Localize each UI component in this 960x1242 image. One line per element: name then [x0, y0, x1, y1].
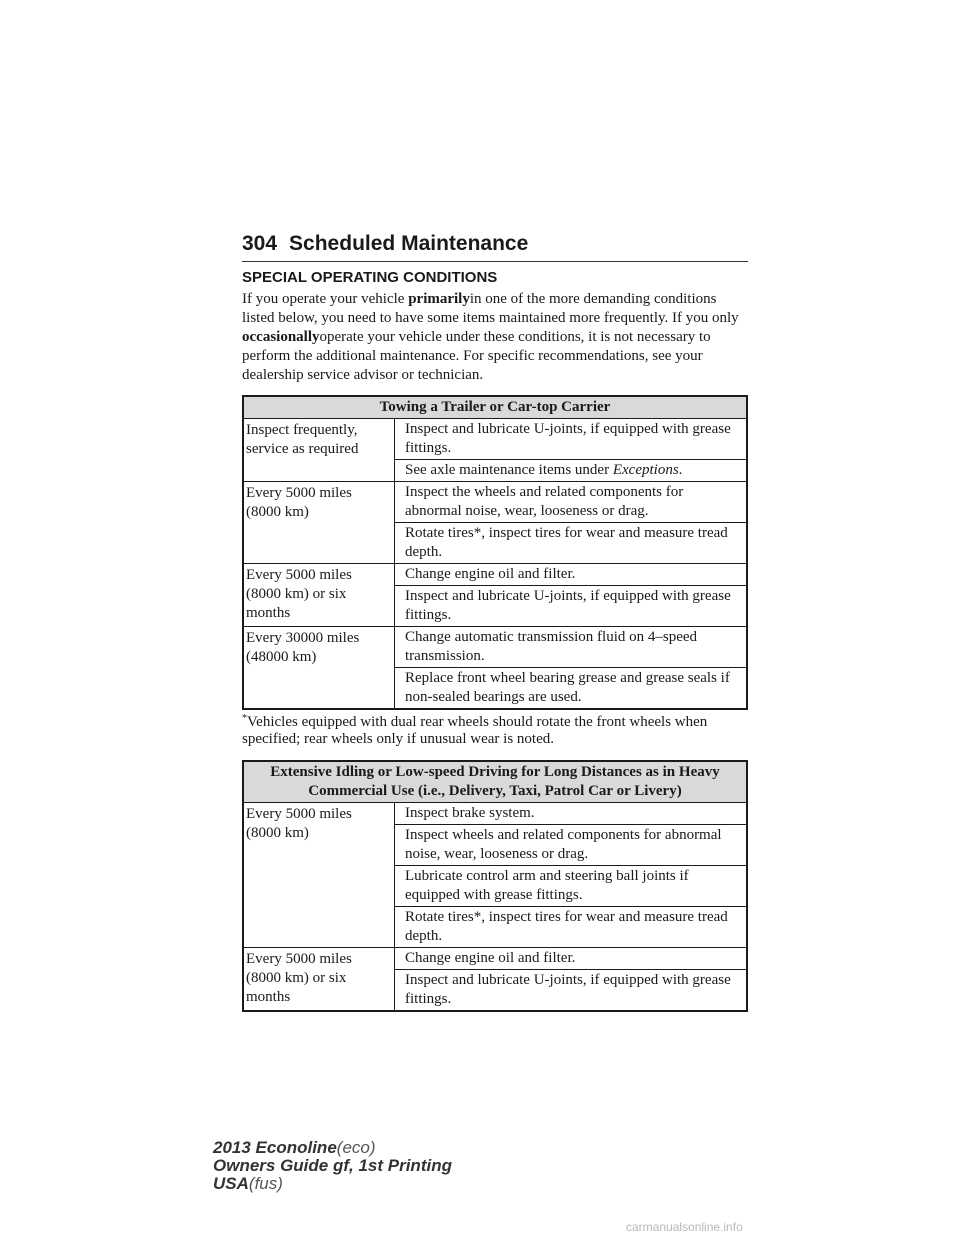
footer-market-code: (fus): [248, 1174, 283, 1193]
interval-cell: Every 30000 miles (48000 km): [243, 627, 395, 710]
towing-table-title: Towing a Trailer or Car-top Carrier: [243, 396, 747, 419]
idling-table: [242, 760, 748, 1012]
table-header-row: [243, 761, 747, 803]
interval-cell: Inspect frequently, service as required: [243, 419, 395, 482]
footer-model-code: (eco): [336, 1138, 376, 1157]
table-row: [243, 627, 747, 668]
footer-line-market: [213, 1175, 452, 1193]
maintenance-item-text: See axle maintenance items under: [405, 462, 613, 478]
maintenance-item: Lubricate control arm and steering ball joints if equipped with grease fittings.: [395, 866, 748, 907]
maintenance-item: Inspect and lubricate U-joints, if equipped with grease fittings.: [395, 419, 748, 460]
maintenance-item: Inspect and lubricate U-joints, if equipped with grease fittings.: [395, 970, 748, 1012]
maintenance-item: Rotate tires*, inspect tires for wear and measure tread depth.: [395, 907, 748, 948]
footer-line-model: [213, 1139, 452, 1157]
maintenance-item: Inspect brake system.: [395, 803, 748, 825]
footer-model: 2013 Econoline: [213, 1138, 337, 1157]
footnote-mark: *: [242, 713, 247, 724]
table-row: [243, 803, 747, 825]
site-watermark: carmanualsonline.info: [626, 1220, 743, 1234]
page-header: [242, 231, 748, 262]
towing-table: [242, 395, 748, 710]
maintenance-item: [395, 460, 748, 482]
intro-text-1: If you operate your vehicle: [242, 291, 409, 307]
interval-cell: Every 5000 miles (8000 km) or six months: [243, 564, 395, 627]
table-row: [243, 948, 747, 970]
document-footer: [213, 1139, 452, 1193]
footnote-text: Vehicles equipped with dual rear wheels should rotate the front wheels when specified; rear wheels only if unusual wear is noted.: [242, 714, 708, 747]
maintenance-item: Change engine oil and filter.: [395, 564, 748, 586]
interval-cell: Every 5000 miles (8000 km): [243, 482, 395, 564]
intro-paragraph: [242, 290, 748, 385]
maintenance-item: Replace front wheel bearing grease and grease seals if non-sealed bearings are used.: [395, 668, 748, 710]
intro-emphasis-occasionally: occasionally: [242, 329, 320, 345]
maintenance-item: Inspect the wheels and related components for abnormal noise, wear, looseness or drag.: [395, 482, 748, 523]
maintenance-item: Change automatic transmission fluid on 4–speed transmission.: [395, 627, 748, 668]
chapter-title: Scheduled Maintenance: [289, 232, 529, 255]
table-row: [243, 564, 747, 586]
exceptions-reference: Exceptions: [612, 462, 679, 478]
footnote: [242, 714, 748, 748]
maintenance-item: Inspect wheels and related components for abnormal noise, wear, looseness or drag.: [395, 825, 748, 866]
page-content: [242, 268, 748, 1012]
page-number: 304: [242, 232, 278, 255]
table-row: [243, 482, 747, 523]
interval-cell: Every 5000 miles (8000 km): [243, 803, 395, 948]
idling-table-title: Extensive Idling or Low-speed Driving for Long Distances as in Heavy Commercial Use (i.e., Delivery, Taxi, Patrol Car or Livery): [243, 761, 747, 803]
maintenance-item: Change engine oil and filter.: [395, 948, 748, 970]
maintenance-item: Rotate tires*, inspect tires for wear and measure tread depth.: [395, 523, 748, 564]
intro-emphasis-primarily: primarily: [408, 291, 470, 307]
intro-text-3: operate your vehicle under these conditions, it is not necessary to perform the additional maintenance. For specific recommendations, see your dealership service advisor or technician.: [242, 329, 711, 383]
maintenance-item: Inspect and lubricate U-joints, if equipped with grease fittings.: [395, 586, 748, 627]
intro-text-2: in one of the more demanding conditions listed below, you need to have some items maintained more frequently. If you only: [242, 291, 739, 326]
maintenance-item-period: .: [678, 462, 683, 478]
footer-line-guide: Owners Guide gf, 1st Printing: [213, 1156, 452, 1175]
footer-market: USA: [213, 1174, 249, 1193]
interval-cell: Every 5000 miles (8000 km) or six months: [243, 948, 395, 1012]
section-title: SPECIAL OPERATING CONDITIONS: [242, 269, 498, 286]
table-row: [243, 419, 747, 460]
table-header-row: [243, 396, 747, 419]
